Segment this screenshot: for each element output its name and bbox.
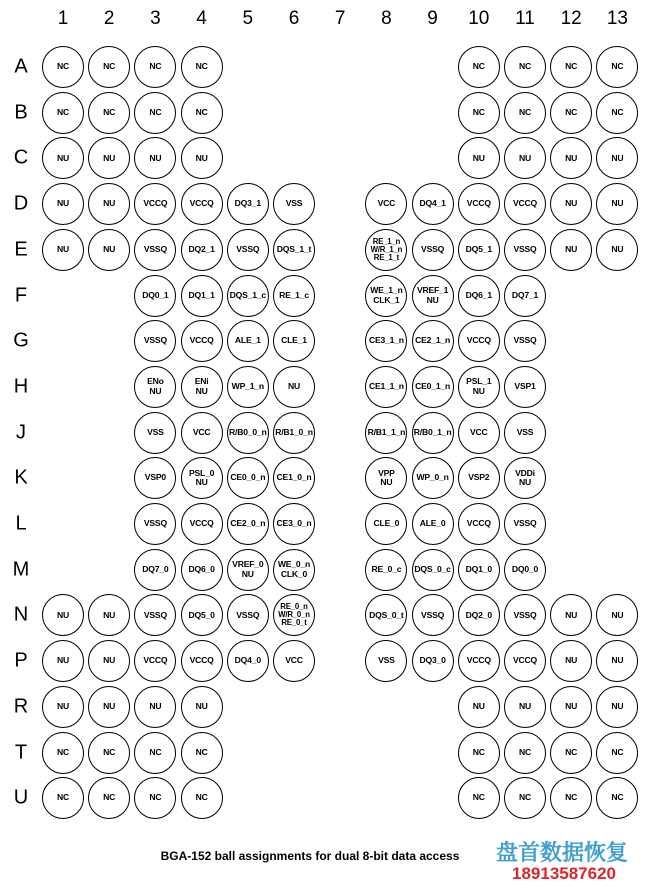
ball-c12: NU [550, 137, 592, 179]
column-number: 7 [334, 8, 346, 29]
ball-n9: VSSQ [412, 594, 454, 636]
ball-g6: CLE_1 [273, 320, 315, 362]
ball-k9: WP_0_n [412, 457, 454, 499]
column-number: 3 [150, 8, 161, 29]
ball-p11: VCCQ [504, 640, 546, 682]
ball-h10: PSL_1 NU [458, 366, 500, 408]
ball-h3: ENo NU [134, 366, 176, 408]
ball-j10: VCC [458, 412, 500, 454]
ball-u4: NC [181, 777, 223, 819]
ball-n5: VSSQ [227, 594, 269, 636]
ball-l8: CLE_0 [365, 503, 407, 545]
ball-m9: DQS_0_c [412, 549, 454, 591]
ball-t11: NC [504, 732, 546, 774]
ball-c13: NU [596, 137, 638, 179]
column-number: 11 [515, 8, 535, 29]
ball-u1: NC [42, 777, 84, 819]
ball-r2: NU [88, 686, 130, 728]
ball-e3: VSSQ [134, 229, 176, 271]
ball-t12: NC [550, 732, 592, 774]
ball-d13: NU [596, 183, 638, 225]
ball-e4: DQ2_1 [181, 229, 223, 271]
ball-g5: ALE_1 [227, 320, 269, 362]
ball-r1: NU [42, 686, 84, 728]
ball-a13: NC [596, 46, 638, 88]
ball-f6: RE_1_c [273, 275, 315, 317]
row-letter: G [13, 329, 29, 352]
ball-a10: NC [458, 46, 500, 88]
row-letter: C [13, 146, 29, 169]
ball-m3: DQ7_0 [134, 549, 176, 591]
ball-m5: VREF_0 NU [227, 549, 269, 591]
ball-h9: CE0_1_n [412, 366, 454, 408]
ball-a3: NC [134, 46, 176, 88]
row-letter: L [15, 512, 27, 535]
ball-n13: NU [596, 594, 638, 636]
column-number: 2 [103, 8, 115, 29]
ball-r10: NU [458, 686, 500, 728]
ball-b3: NC [134, 92, 176, 134]
ball-b4: NC [181, 92, 223, 134]
ball-k3: VSP0 [134, 457, 176, 499]
ball-c1: NU [42, 137, 84, 179]
ball-a2: NC [88, 46, 130, 88]
row-letter: P [14, 649, 28, 672]
ball-c2: NU [88, 137, 130, 179]
row-letter: R [13, 695, 29, 718]
ball-f3: DQ0_1 [134, 275, 176, 317]
ball-r4: NU [181, 686, 223, 728]
ball-u13: NC [596, 777, 638, 819]
ball-e1: NU [42, 229, 84, 271]
column-number: 5 [242, 8, 254, 29]
ball-l9: ALE_0 [412, 503, 454, 545]
ball-n6: RE_0_n W/R_0_n RE_0_t [273, 594, 315, 636]
ball-b10: NC [458, 92, 500, 134]
ball-m10: DQ1_0 [458, 549, 500, 591]
ball-m8: RE_0_c [365, 549, 407, 591]
ball-h5: WP_1_n [227, 366, 269, 408]
ball-n1: NU [42, 594, 84, 636]
ball-h6: NU [273, 366, 315, 408]
column-number: 6 [288, 8, 300, 29]
ball-t1: NC [42, 732, 84, 774]
ball-a4: NC [181, 46, 223, 88]
ball-b12: NC [550, 92, 592, 134]
ball-d3: VCCQ [134, 183, 176, 225]
ball-d8: VCC [365, 183, 407, 225]
ball-a12: NC [550, 46, 592, 88]
ball-c10: NU [458, 137, 500, 179]
ball-l4: VCCQ [181, 503, 223, 545]
ball-g9: CE2_1_n [412, 320, 454, 362]
ball-n11: VSSQ [504, 594, 546, 636]
row-letter: E [14, 238, 28, 261]
ball-p9: DQ3_0 [412, 640, 454, 682]
ball-p6: VCC [273, 640, 315, 682]
ball-k10: VSP2 [458, 457, 500, 499]
ball-f10: DQ6_1 [458, 275, 500, 317]
ball-g11: VSSQ [504, 320, 546, 362]
ball-e13: NU [596, 229, 638, 271]
ball-m4: DQ6_0 [181, 549, 223, 591]
ball-h8: CE1_1_n [365, 366, 407, 408]
ball-b13: NC [596, 92, 638, 134]
ball-f8: WE_1_n CLK_1 [365, 275, 407, 317]
ball-c4: NU [181, 137, 223, 179]
ball-e12: NU [550, 229, 592, 271]
row-letter: J [16, 421, 26, 444]
ball-e9: VSSQ [412, 229, 454, 271]
ball-p3: VCCQ [134, 640, 176, 682]
ball-l5: CE2_0_n [227, 503, 269, 545]
ball-m11: DQ0_0 [504, 549, 546, 591]
row-letter: A [14, 55, 28, 78]
ball-k8: VPP NU [365, 457, 407, 499]
ball-c11: NU [504, 137, 546, 179]
ball-l3: VSSQ [134, 503, 176, 545]
watermark-phone: 18913587620 [512, 864, 617, 883]
ball-p4: VCCQ [181, 640, 223, 682]
ball-n3: VSSQ [134, 594, 176, 636]
ball-k4: PSL_0 NU [181, 457, 223, 499]
ball-n10: DQ2_0 [458, 594, 500, 636]
ball-t3: NC [134, 732, 176, 774]
ball-g8: CE3_1_n [365, 320, 407, 362]
ball-p12: NU [550, 640, 592, 682]
ball-r12: NU [550, 686, 592, 728]
ball-u12: NC [550, 777, 592, 819]
ball-b2: NC [88, 92, 130, 134]
ball-r13: NU [596, 686, 638, 728]
ball-p1: NU [42, 640, 84, 682]
ball-k6: CE1_0_n [273, 457, 315, 499]
row-letter: T [14, 741, 28, 763]
ball-j3: VSS [134, 412, 176, 454]
ball-f11: DQ7_1 [504, 275, 546, 317]
ball-m6: WE_0_n CLK_0 [273, 549, 315, 591]
column-number: 13 [606, 8, 628, 29]
diagram-caption: BGA-152 ball assignments for dual 8-bit data access [160, 849, 460, 863]
row-letter: H [13, 375, 29, 398]
ball-n8: DQS_0_t [365, 594, 407, 636]
ball-e11: VSSQ [504, 229, 546, 271]
ball-f9: VREF_1 NU [412, 275, 454, 317]
ball-b1: NC [42, 92, 84, 134]
ball-j8: R/B1_1_n [365, 412, 407, 454]
ball-e6: DQS_1_t [273, 229, 315, 271]
ball-b11: NC [504, 92, 546, 134]
row-letter: N [13, 603, 29, 626]
ball-e5: VSSQ [227, 229, 269, 271]
row-letter: F [14, 284, 28, 306]
ball-d4: VCCQ [181, 183, 223, 225]
ball-j4: VCC [181, 412, 223, 454]
ball-d11: VCCQ [504, 183, 546, 225]
ball-d12: NU [550, 183, 592, 225]
row-letter: D [13, 192, 29, 215]
ball-a11: NC [504, 46, 546, 88]
ball-g10: VCCQ [458, 320, 500, 362]
ball-t10: NC [458, 732, 500, 774]
ball-u11: NC [504, 777, 546, 819]
ball-n12: NU [550, 594, 592, 636]
ball-j6: R/B1_0_n [273, 412, 315, 454]
ball-r3: NU [134, 686, 176, 728]
ball-l6: CE3_0_n [273, 503, 315, 545]
ball-u3: NC [134, 777, 176, 819]
ball-f4: DQ1_1 [181, 275, 223, 317]
ball-r11: NU [504, 686, 546, 728]
ball-a1: NC [42, 46, 84, 88]
ball-d9: DQ4_1 [412, 183, 454, 225]
ball-e8: RE_1_n W/R_1_n RE_1_t [365, 229, 407, 271]
ball-u2: NC [88, 777, 130, 819]
ball-n4: DQ5_0 [181, 594, 223, 636]
ball-d6: VSS [273, 183, 315, 225]
ball-d10: VCCQ [458, 183, 500, 225]
ball-t13: NC [596, 732, 638, 774]
ball-p5: DQ4_0 [227, 640, 269, 682]
ball-p10: VCCQ [458, 640, 500, 682]
ball-g3: VSSQ [134, 320, 176, 362]
column-number: 8 [381, 8, 392, 29]
ball-k11: VDDi NU [504, 457, 546, 499]
column-number: 12 [560, 8, 582, 29]
ball-k5: CE0_0_n [227, 457, 269, 499]
ball-p8: VSS [365, 640, 407, 682]
row-letter: U [13, 786, 29, 809]
ball-u10: NC [458, 777, 500, 819]
column-number: 4 [196, 8, 207, 29]
ball-j5: R/B0_0_n [227, 412, 269, 454]
ball-l10: VCCQ [458, 503, 500, 545]
row-letter: B [14, 101, 28, 124]
ball-p13: NU [596, 640, 638, 682]
column-number: 1 [57, 8, 69, 29]
ball-d5: DQ3_1 [227, 183, 269, 225]
ball-e10: DQ5_1 [458, 229, 500, 271]
ball-g4: VCCQ [181, 320, 223, 362]
ball-j11: VSS [504, 412, 546, 454]
ball-f5: DQS_1_c [227, 275, 269, 317]
column-number: 10 [468, 8, 490, 29]
ball-c3: NU [134, 137, 176, 179]
ball-j9: R/B0_1_n [412, 412, 454, 454]
ball-h11: VSP1 [504, 366, 546, 408]
ball-n2: NU [88, 594, 130, 636]
row-letter: K [14, 466, 28, 489]
ball-h4: ENi NU [181, 366, 223, 408]
ball-d2: NU [88, 183, 130, 225]
ball-t2: NC [88, 732, 130, 774]
watermark-company: 盘首数据恢复 [496, 841, 629, 866]
ball-e2: NU [88, 229, 130, 271]
ball-l11: VSSQ [504, 503, 546, 545]
column-number: 9 [427, 8, 438, 29]
ball-d1: NU [42, 183, 84, 225]
ball-t4: NC [181, 732, 223, 774]
ball-p2: NU [88, 640, 130, 682]
row-letter: M [12, 558, 30, 581]
